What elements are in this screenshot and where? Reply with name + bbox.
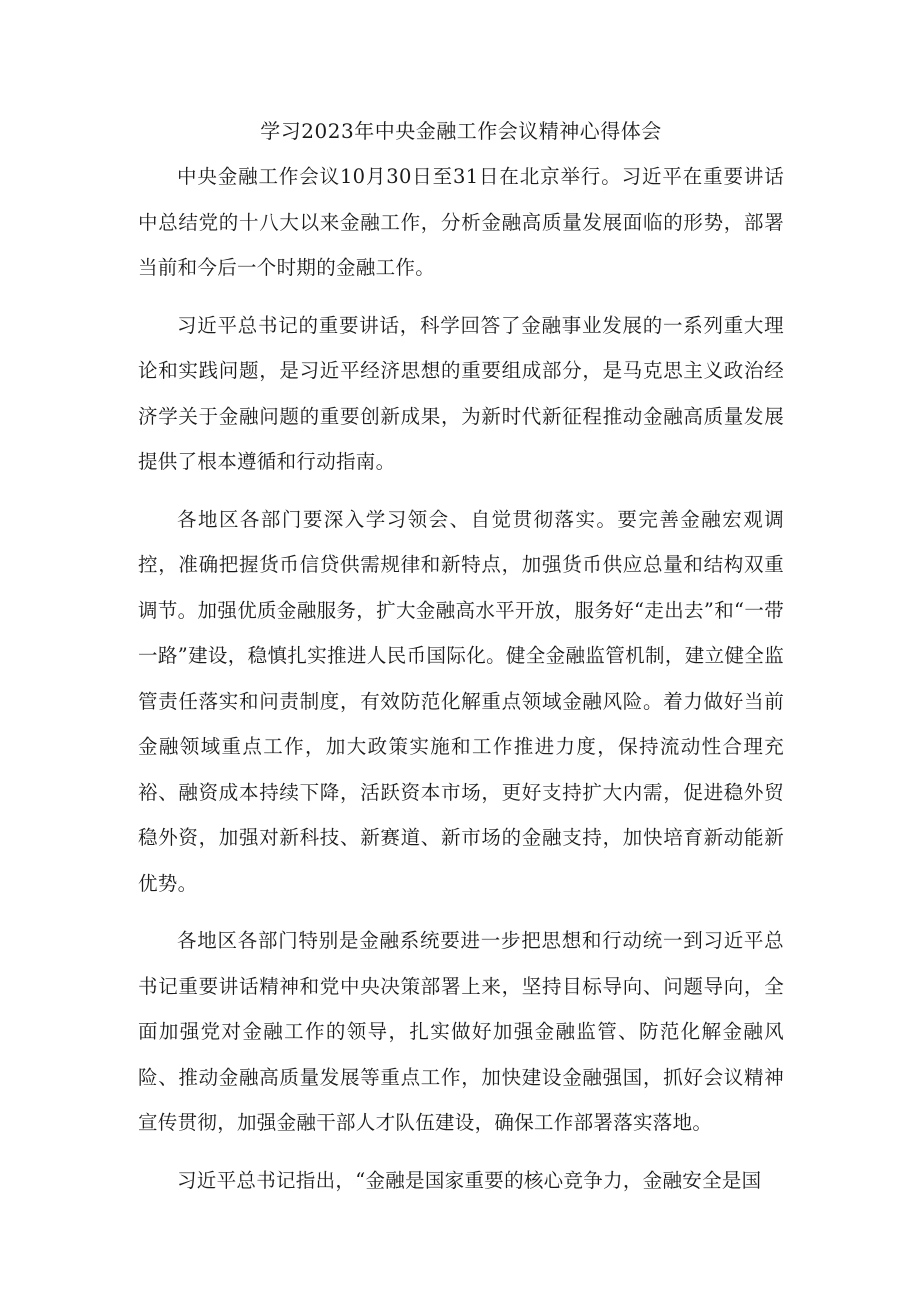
document-title: 学习2023年中央金融工作会议精神心得体会	[260, 119, 662, 143]
paragraph-3: 各地区各部门要深入学习领会、自觉贯彻落实。要完善金融宏观调控，准确把握货币信贷供需规律和新特点，加强货币供应总量和结构双重调节。加强优质金融服务，扩大金融高水平开放，服务好“走出去”和“一带一路”建设，稳慎扎实推进人民币国际化。健全金融监管机制，建立健全监管责任落实和问责制度，有效防范化解重点领域金融风险。着力做好当前金融领域重点工作，加大政策实施和工作推进力度，保持流动性合理充裕、融资成本持续下降，活跃资本市场，更好支持扩大内需，促进稳外贸稳外资，加强对新科技、新赛道、新市场的金融支持，加快培育新动能新优势。	[138, 507, 784, 895]
document-body	[138, 112, 784, 1215]
paragraph-4: 各地区各部门特别是金融系统要进一步把思想和行动统一到习近平总书记重要讲话精神和党中央决策部署上来，坚持目标导向、问题导向，全面加强党对金融工作的领导，扎实做好加强金融监管、防范化解金融风险、推动金融高质量发展等重点工作，加快建设金融强国，抓好会议精神宣传贯彻，加强金融干部人才队伍建设，确保工作部署落实落地。	[138, 929, 784, 1134]
paragraph-1: 中央金融工作会议10月30日至31日在北京举行。习近平在重要讲话中总结党的十八大以来金融工作，分析金融高质量发展面临的形势，部署当前和今后一个时期的金融工作。	[138, 165, 784, 279]
paragraph-2: 习近平总书记的重要讲话，科学回答了金融事业发展的一系列重大理论和实践问题，是习近平经济思想的重要组成部分，是马克思主义政治经济学关于金融问题的重要创新成果，为新时代新征程推动金融高质量发展提供了根本遵循和行动指南。	[138, 313, 784, 473]
paragraph-5: 习近平总书记指出，“金融是国家重要的核心竞争力，金融安全是国	[177, 1168, 762, 1192]
